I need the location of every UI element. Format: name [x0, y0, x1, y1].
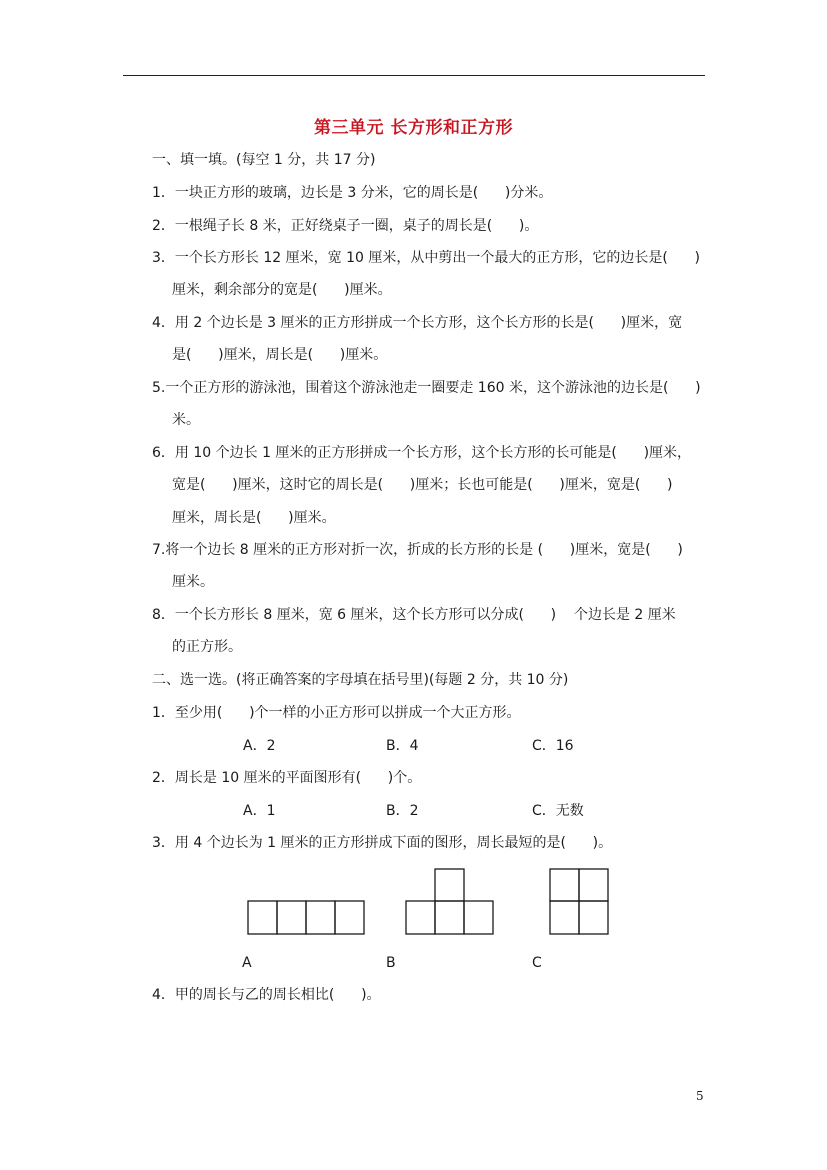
question-1-8-line1: 8．一个长方形长 8 厘米，宽 6 厘米，这个长方形可以分成( ) 个边长是 2 厘米 — [152, 607, 676, 623]
question-2-3: 3．用 4 个边长为 1 厘米的正方形拼成下面的图形，周长最短的是( )。 — [152, 835, 613, 851]
unit-title: 第三单元 长方形和正方形 — [314, 118, 513, 138]
question-1-3-line2: 厘米，剩余部分的宽是( )厘米。 — [172, 282, 392, 298]
question-1-8-line2: 的正方形。 — [172, 639, 242, 655]
question-1-2: 2．一根绳子长 8 米，正好绕桌子一圈，桌子的周长是( )。 — [152, 218, 539, 234]
option-2-1-b: B．4 — [386, 738, 419, 754]
question-1-6-line3: 厘米，周长是( )厘米。 — [172, 510, 336, 526]
figure-a-row-of-four-squares — [247, 900, 365, 936]
question-1-1: 1．一块正方形的玻璃，边长是 3 分米，它的周长是( )分米。 — [152, 185, 553, 201]
page-number: 5 — [696, 1089, 704, 1103]
question-2-2: 2．周长是 10 厘米的平面图形有( )个。 — [152, 770, 422, 786]
option-2-2-b: B．2 — [386, 803, 419, 819]
figure-b-t-shape — [405, 868, 495, 936]
question-1-5-line1: 5.一个正方形的游泳池，围着这个游泳池走一圈要走 160 米，这个游泳池的边长是( ) — [152, 380, 701, 396]
option-2-1-a: A．2 — [243, 738, 276, 754]
figure-label-c: C — [532, 955, 542, 971]
option-2-1-c: C．16 — [532, 738, 574, 754]
header-rule — [123, 75, 705, 76]
question-1-3-line1: 3．一个长方形长 12 厘米，宽 10 厘米，从中剪出一个最大的正方形，它的边长是( ) — [152, 250, 700, 266]
figure-label-a: A — [242, 955, 252, 971]
section1-heading: 一、填一填。(每空 1 分，共 17 分) — [152, 152, 376, 168]
question-1-4-line1: 4．用 2 个边长是 3 厘米的正方形拼成一个长方形，这个长方形的长是( )厘米，宽 — [152, 315, 683, 331]
question-1-5-line2: 米。 — [172, 412, 200, 428]
option-2-2-a: A．1 — [243, 803, 276, 819]
figure-label-b: B — [386, 955, 396, 971]
section2-heading: 二、选一选。(将正确答案的字母填在括号里)(每题 2 分，共 10 分) — [152, 672, 569, 688]
question-2-1: 1．至少用( )个一样的小正方形可以拼成一个大正方形。 — [152, 705, 521, 721]
question-1-4-line2: 是( )厘米，周长是( )厘米。 — [172, 347, 388, 363]
question-1-7-line1: 7.将一个边长 8 厘米的正方形对折一次，折成的长方形的长是 ( )厘米，宽是( ) — [152, 542, 683, 558]
question-1-7-line2: 厘米。 — [172, 574, 214, 590]
option-2-2-c: C．无数 — [532, 803, 584, 819]
figure-c-two-by-two-square — [549, 868, 611, 936]
question-2-4: 4．甲的周长与乙的周长相比( )。 — [152, 987, 381, 1003]
question-1-6-line1: 6．用 10 个边长 1 厘米的正方形拼成一个长方形，这个长方形的长可能是( )厘米， — [152, 445, 692, 461]
question-1-6-line2: 宽是( )厘米，这时它的周长是( )厘米；长也可能是( )厘米，宽是( ) — [172, 477, 673, 493]
